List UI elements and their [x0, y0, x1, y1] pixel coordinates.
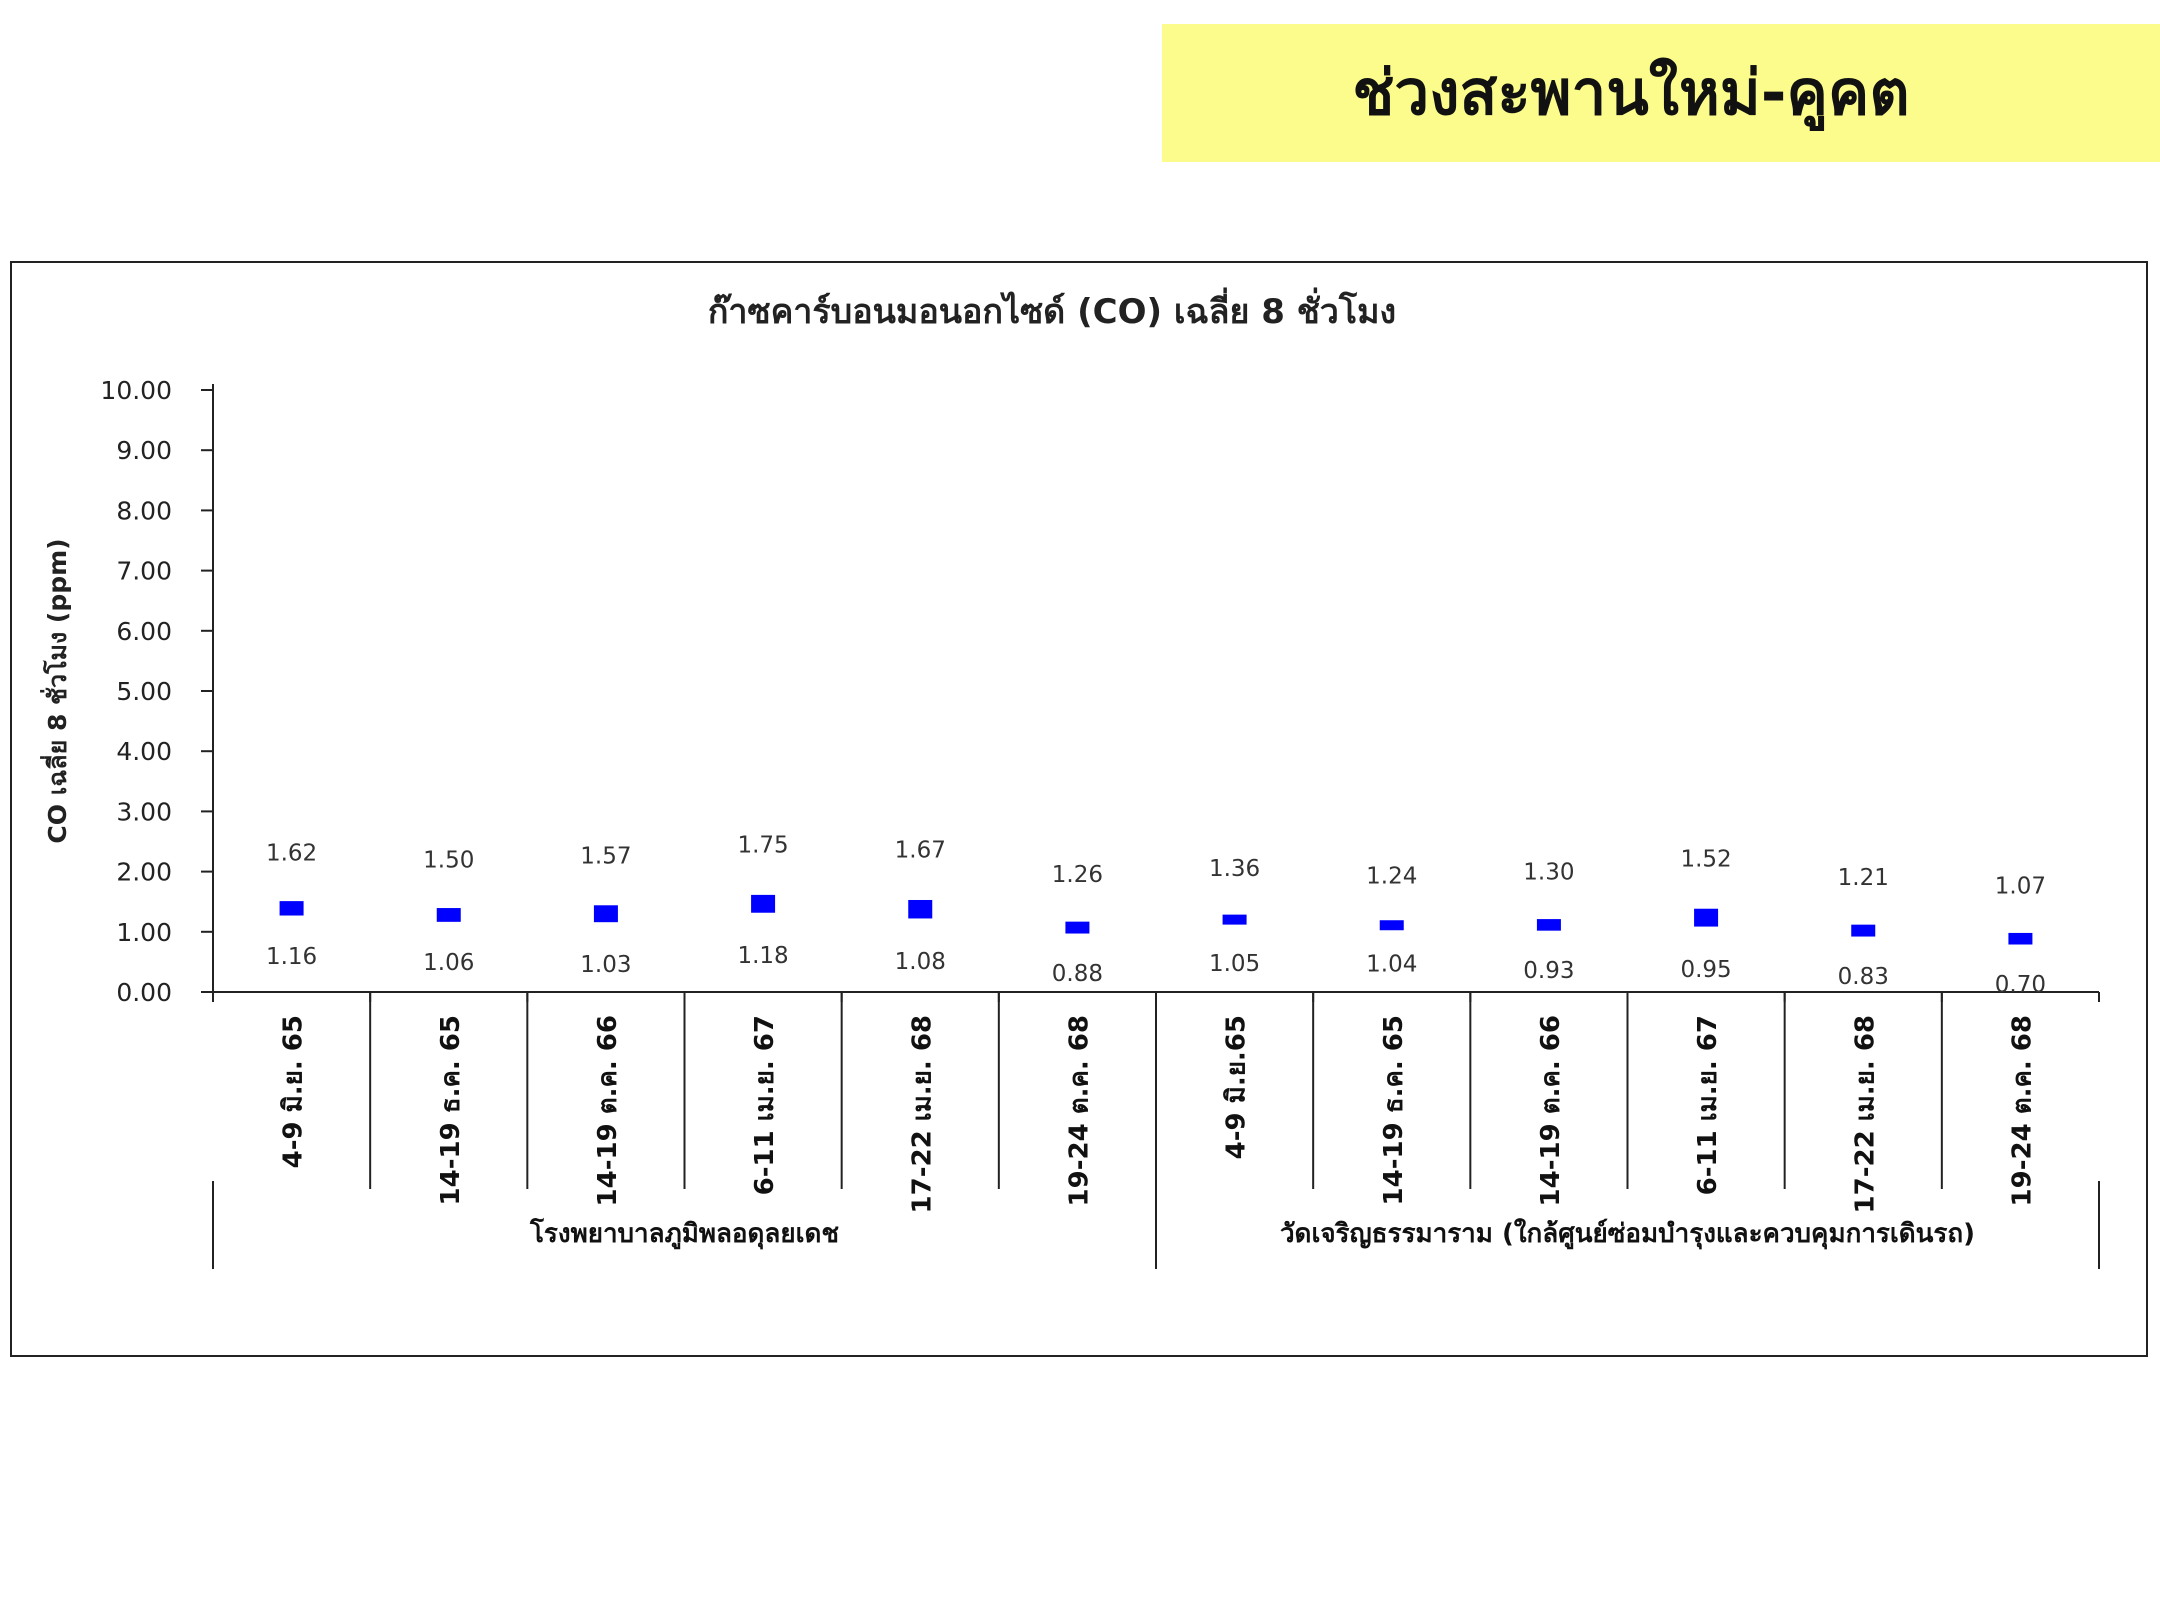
min-data-label: 1.06	[423, 950, 475, 977]
max-data-label: 1.24	[1366, 863, 1418, 890]
y-tick-label: 5.00	[116, 677, 172, 706]
min-data-label: 1.05	[1208, 950, 1261, 977]
range-bar	[1380, 920, 1404, 930]
group-label: โรงพยาบาลภูมิพลอดุลยเดช	[529, 1219, 840, 1249]
min-data-label: 0.83	[1837, 964, 1889, 991]
category-label: 14-19 ธ.ค. 65	[435, 1015, 466, 1206]
range-bar	[751, 895, 775, 913]
min-data-label: 0.88	[1051, 961, 1104, 988]
max-data-label: 1.67	[894, 837, 946, 864]
y-tick-label: 10.00	[100, 376, 172, 405]
category-label: 14-19 ธ.ค. 65	[1378, 1015, 1409, 1206]
max-data-label: 1.75	[737, 832, 789, 859]
y-tick-label: 7.00	[116, 556, 172, 586]
chart-frame	[10, 261, 2148, 1357]
range-bar	[1223, 915, 1247, 925]
y-tick-label: 8.00	[116, 496, 172, 526]
range-bar	[1065, 922, 1089, 934]
max-data-label: 1.30	[1523, 859, 1575, 886]
y-tick-label: 2.00	[116, 857, 172, 887]
range-bar	[594, 905, 618, 922]
y-tick-label: 3.00	[116, 797, 172, 827]
category-label: 6-11 เม.ย. 67	[750, 1015, 781, 1196]
category-label: 4-9 มิ.ย.65	[1221, 1015, 1252, 1160]
min-data-label: 1.18	[737, 942, 789, 969]
max-data-label: 1.07	[1994, 873, 2047, 900]
max-data-label: 1.52	[1680, 846, 1732, 873]
max-data-label: 1.50	[423, 847, 475, 874]
max-data-label: 1.62	[265, 840, 318, 867]
range-bar	[2008, 933, 2032, 945]
max-data-label: 1.21	[1837, 865, 1889, 892]
min-data-label: 0.70	[1994, 971, 2047, 998]
max-data-label: 1.36	[1208, 856, 1261, 883]
range-bar	[1851, 925, 1875, 937]
min-data-label: 1.16	[265, 944, 318, 971]
min-data-label: 1.04	[1366, 951, 1418, 978]
category-label: 6-11 เม.ย. 67	[1693, 1015, 1724, 1196]
range-bar	[908, 900, 932, 918]
category-label: 17-22 เม.ย. 68	[907, 1015, 938, 1214]
category-label: 17-22 เม.ย. 68	[1850, 1015, 1881, 1214]
min-data-label: 0.95	[1680, 956, 1732, 983]
min-data-label: 0.93	[1523, 958, 1575, 985]
range-bar	[1537, 919, 1561, 931]
page-title: ช่วงสะพานใหม่-คูคต	[1352, 56, 1910, 129]
y-tick-label: 1.00	[116, 917, 172, 947]
co-chart	[12, 263, 2146, 1355]
min-data-label: 1.08	[894, 948, 946, 975]
range-bar	[437, 908, 461, 922]
group-label: วัดเจริญธรรมาราม (ใกล้ศูนย์ซ่อมบำรุงและควบคุมการเดินรถ)	[1279, 1219, 1976, 1249]
y-tick-label: 4.00	[116, 737, 172, 767]
header-banner	[1162, 24, 2160, 162]
chart-title: ก๊าซคาร์บอนมอนอกไซด์ (CO) เฉลี่ย 8 ชั่วโมง	[707, 292, 1397, 332]
category-label: 14-19 ต.ค. 66	[1535, 1015, 1566, 1207]
max-data-label: 1.26	[1051, 862, 1104, 889]
category-label: 4-9 มิ.ย. 65	[278, 1015, 309, 1169]
range-bar	[1694, 909, 1718, 927]
category-label: 19-24 ต.ค. 68	[1064, 1015, 1095, 1207]
y-tick-label: 9.00	[116, 436, 172, 466]
max-data-label: 1.57	[580, 843, 632, 870]
y-axis-label: CO เฉลี่ย 8 ชั่วโมง (ppm)	[43, 538, 72, 844]
category-label: 19-24 ต.ค. 68	[2007, 1015, 2038, 1207]
range-bar	[280, 901, 304, 915]
category-label: 14-19 ต.ค. 66	[592, 1015, 623, 1207]
y-tick-label: 0.00	[116, 978, 172, 1007]
min-data-label: 1.03	[580, 951, 632, 978]
y-tick-label: 6.00	[116, 616, 172, 646]
